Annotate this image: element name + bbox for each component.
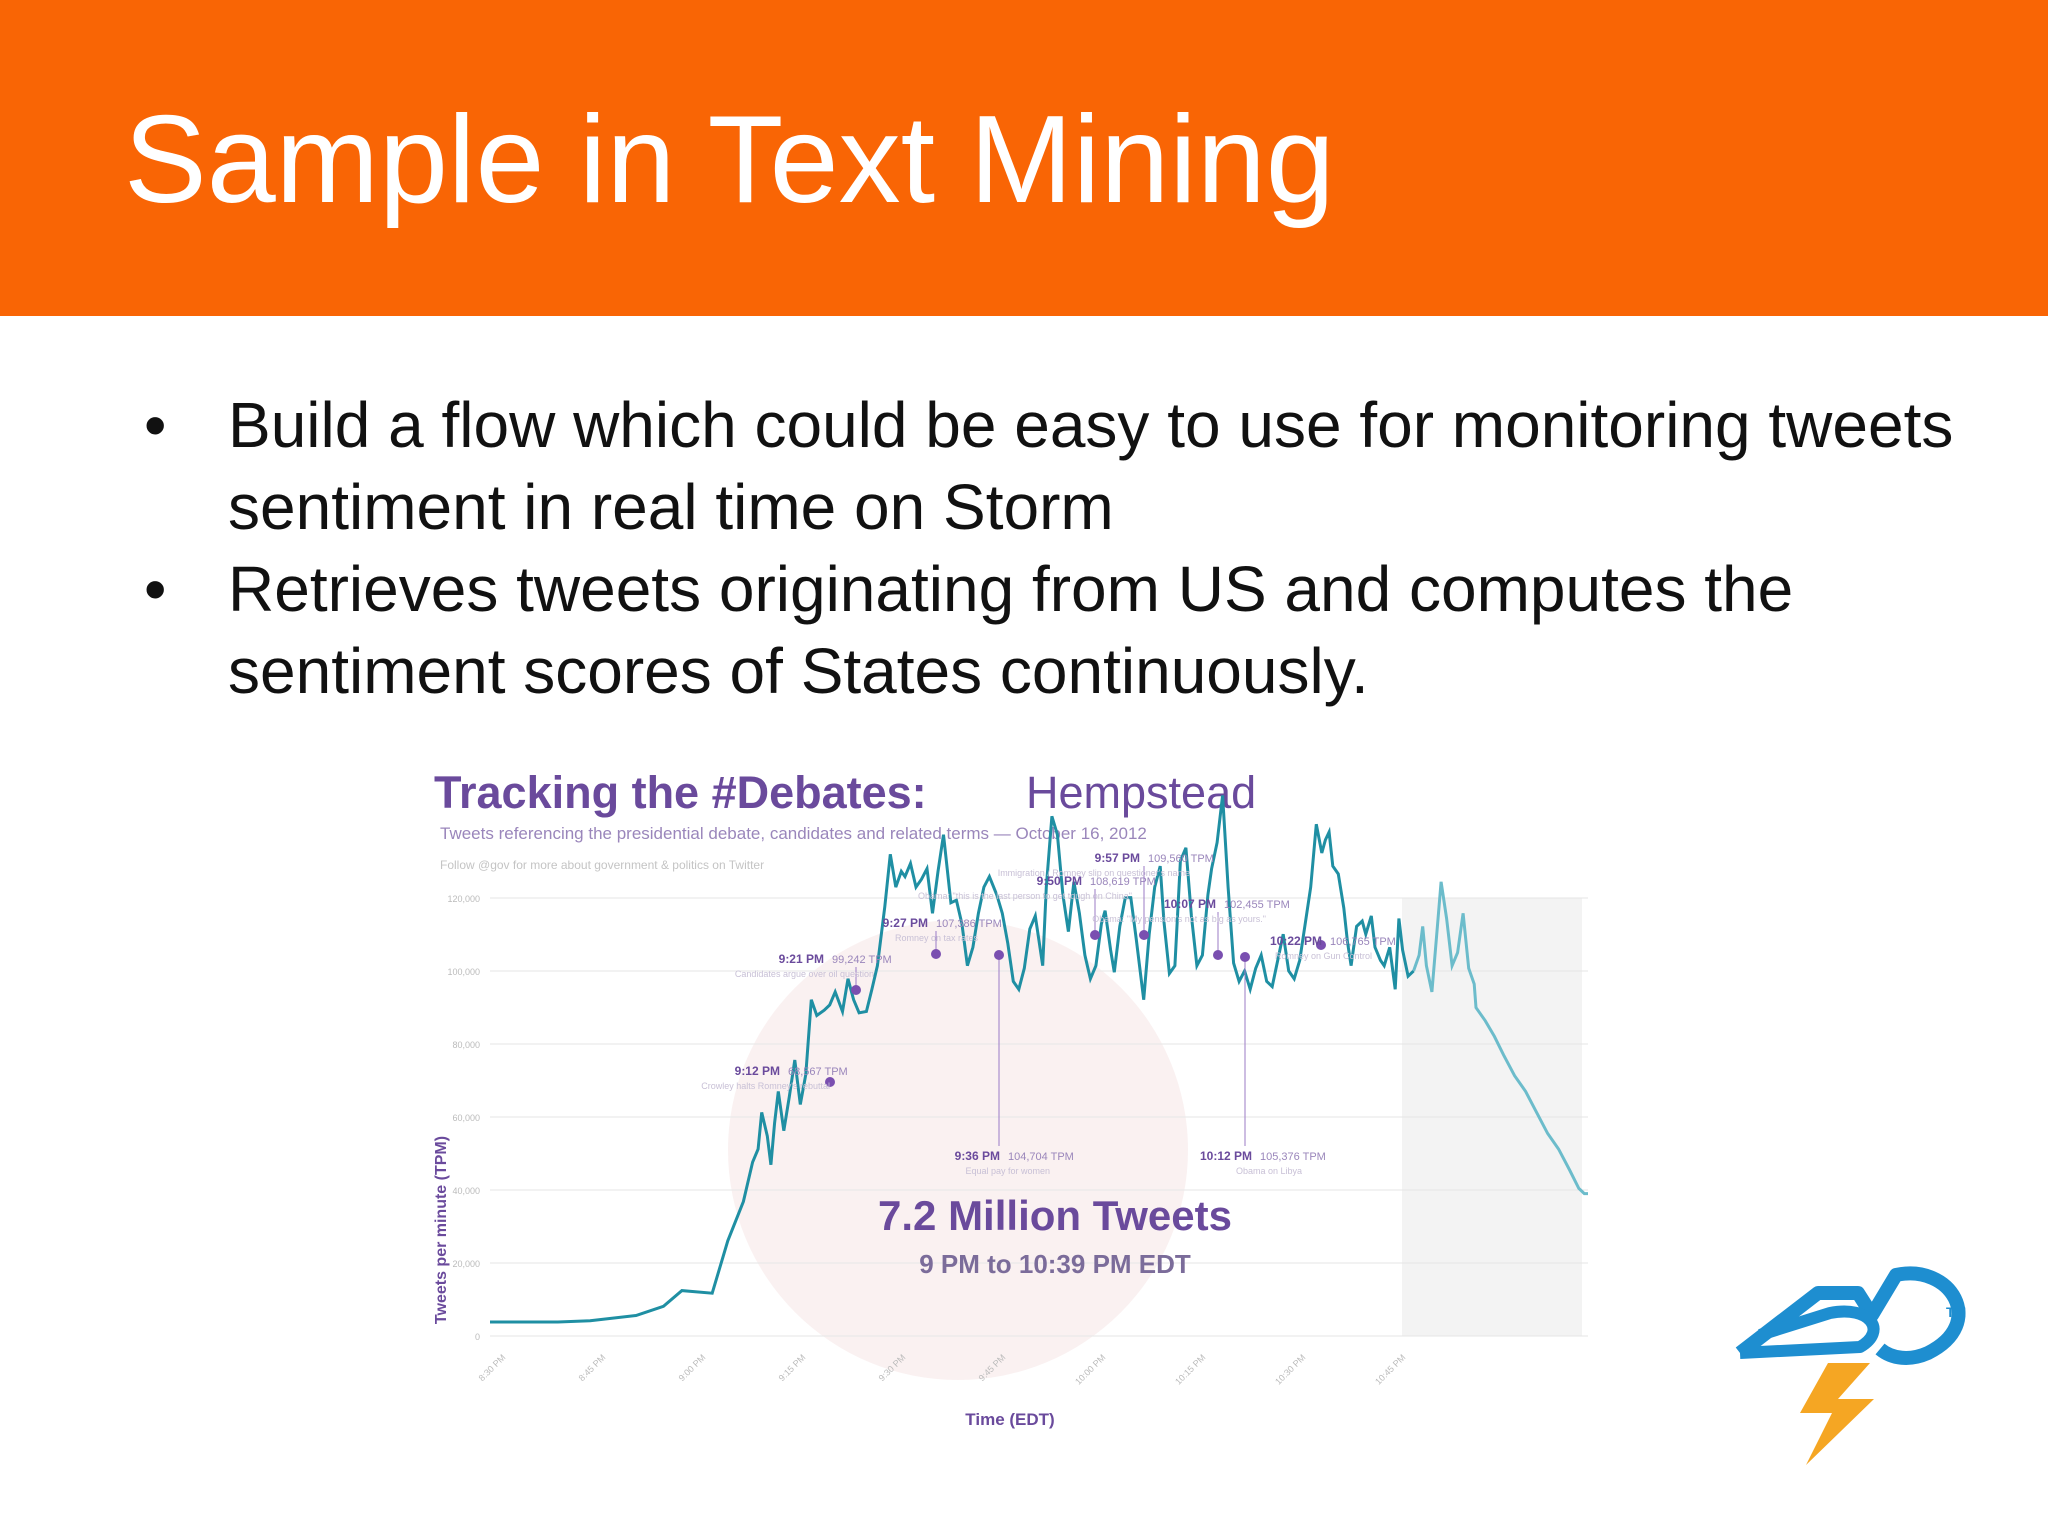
annotation-marker — [1213, 950, 1223, 960]
bullet-text: Retrieves tweets originating from US and computes the sentiment scores of States continuously. — [228, 553, 1794, 707]
annotation-tpm: 106,765 TPM — [1330, 936, 1396, 948]
annotation-time: 9:27 PM — [882, 916, 928, 930]
annotation-tpm: 108,619 TPM — [1090, 876, 1156, 888]
annotation-time: 9:57 PM — [1094, 851, 1140, 865]
chart-title-light: Hempstead — [1026, 767, 1257, 818]
x-tick-label: 10:15 PM — [1173, 1352, 1208, 1387]
slide-title: Sample in Text Mining — [124, 91, 1335, 229]
x-tick-label: 10:30 PM — [1273, 1352, 1308, 1387]
chart-subtitle: Tweets referencing the presidential debate, candidates and related terms — October 16, 2012 — [440, 824, 1147, 843]
y-axis-label: Tweets per minute (TPM) — [433, 1135, 450, 1325]
annotation-time: 9:21 PM — [778, 952, 824, 966]
annotation — [1200, 952, 1326, 1176]
annotation-note: Immigration / Romney slip on questioner's name — [997, 868, 1190, 878]
annotation-note: Romney on tax rates — [894, 933, 978, 943]
chart-title-bold: Tracking the #Debates: — [434, 767, 927, 818]
y-tick-label: 0 — [474, 1332, 480, 1342]
annotation-marker — [1139, 930, 1149, 940]
annotation-marker — [1090, 930, 1100, 940]
chart-follow-note: Follow @gov for more about government & politics on Twitter — [440, 858, 765, 872]
x-tick-label: 9:30 PM — [876, 1352, 908, 1384]
title-bar — [0, 0, 2048, 316]
y-tick-label: 40,000 — [452, 1186, 480, 1196]
bullet-item — [132, 384, 1992, 548]
annotation-time: 9:12 PM — [734, 1064, 780, 1078]
x-tick-label: 9:15 PM — [776, 1352, 808, 1384]
annotation-tpm: 102,455 TPM — [1224, 899, 1290, 911]
annotation-tpm: 109,560 TPM — [1148, 853, 1214, 865]
annotation-time: 10:07 PM — [1163, 897, 1216, 911]
center-range: 9 PM to 10:39 PM EDT — [919, 1249, 1191, 1279]
annotation — [1270, 934, 1396, 961]
annotation-note: Obama on Libya — [1235, 1166, 1302, 1176]
annotation-tpm: 68,567 TPM — [788, 1066, 848, 1078]
y-tick-label: 60,000 — [452, 1113, 480, 1123]
tweet-chart — [418, 750, 1618, 1450]
annotation-tpm: 104,704 TPM — [1008, 1151, 1074, 1163]
tweet-chart-image — [418, 750, 1618, 1450]
annotation — [701, 1064, 848, 1091]
x-tick-label: 8:30 PM — [476, 1352, 508, 1384]
annotation-note: Equal pay for women — [965, 1166, 1050, 1176]
bullet-dot: • — [144, 389, 167, 461]
bullet-dot: • — [144, 553, 167, 625]
x-tick-label: 8:45 PM — [576, 1352, 608, 1384]
annotation-time: 9:50 PM — [1036, 874, 1082, 888]
y-tick-label: 100,000 — [447, 967, 480, 977]
annotation-time: 9:36 PM — [954, 1149, 1000, 1163]
annotation-marker — [1240, 952, 1250, 962]
annotation-note: Romney on Gun Control — [1274, 951, 1372, 961]
bullet-text: Build a flow which could be easy to use for monitoring tweets sentiment in real time on Storm — [228, 389, 1954, 543]
y-tick-label: 120,000 — [447, 894, 480, 904]
annotation-tpm: 107,386 TPM — [936, 918, 1002, 930]
annotation — [1092, 897, 1290, 960]
annotation-note: Crowley halts Romney's rebuttal — [701, 1081, 830, 1091]
y-tick-labels — [447, 894, 480, 1342]
y-tick-label: 80,000 — [452, 1040, 480, 1050]
annotation-time: 10:12 PM — [1199, 1149, 1252, 1163]
annotation-time: 10:22 PM — [1269, 934, 1322, 948]
annotation-note: Candidates argue over oil question — [734, 969, 874, 979]
annotation-note: Obama: "this is the last person to get tough on China" — [917, 891, 1132, 901]
x-tick-label: 10:45 PM — [1373, 1352, 1408, 1387]
bullet-list — [132, 384, 1992, 712]
logo-mark-icon — [1720, 1235, 1980, 1475]
center-total: 7.2 Million Tweets — [878, 1192, 1232, 1239]
annotation-marker — [994, 950, 1004, 960]
annotation-marker — [931, 949, 941, 959]
bullet-item — [132, 548, 1992, 712]
trademark-label: TM — [1946, 1304, 1967, 1320]
x-axis-label: Time (EDT) — [965, 1410, 1055, 1429]
annotation-marker — [851, 985, 861, 995]
annotation-tpm: 105,376 TPM — [1260, 1151, 1326, 1163]
annotation-tpm: 99,242 TPM — [832, 954, 892, 966]
x-tick-label: 9:45 PM — [976, 1352, 1008, 1384]
x-tick-label: 10:00 PM — [1073, 1352, 1108, 1387]
x-tick-label: 9:00 PM — [676, 1352, 708, 1384]
company-logo — [1720, 1235, 1980, 1475]
y-tick-label: 20,000 — [452, 1259, 480, 1269]
annotation-note: Obama: "My pension's not as big as yours." — [1092, 914, 1266, 924]
